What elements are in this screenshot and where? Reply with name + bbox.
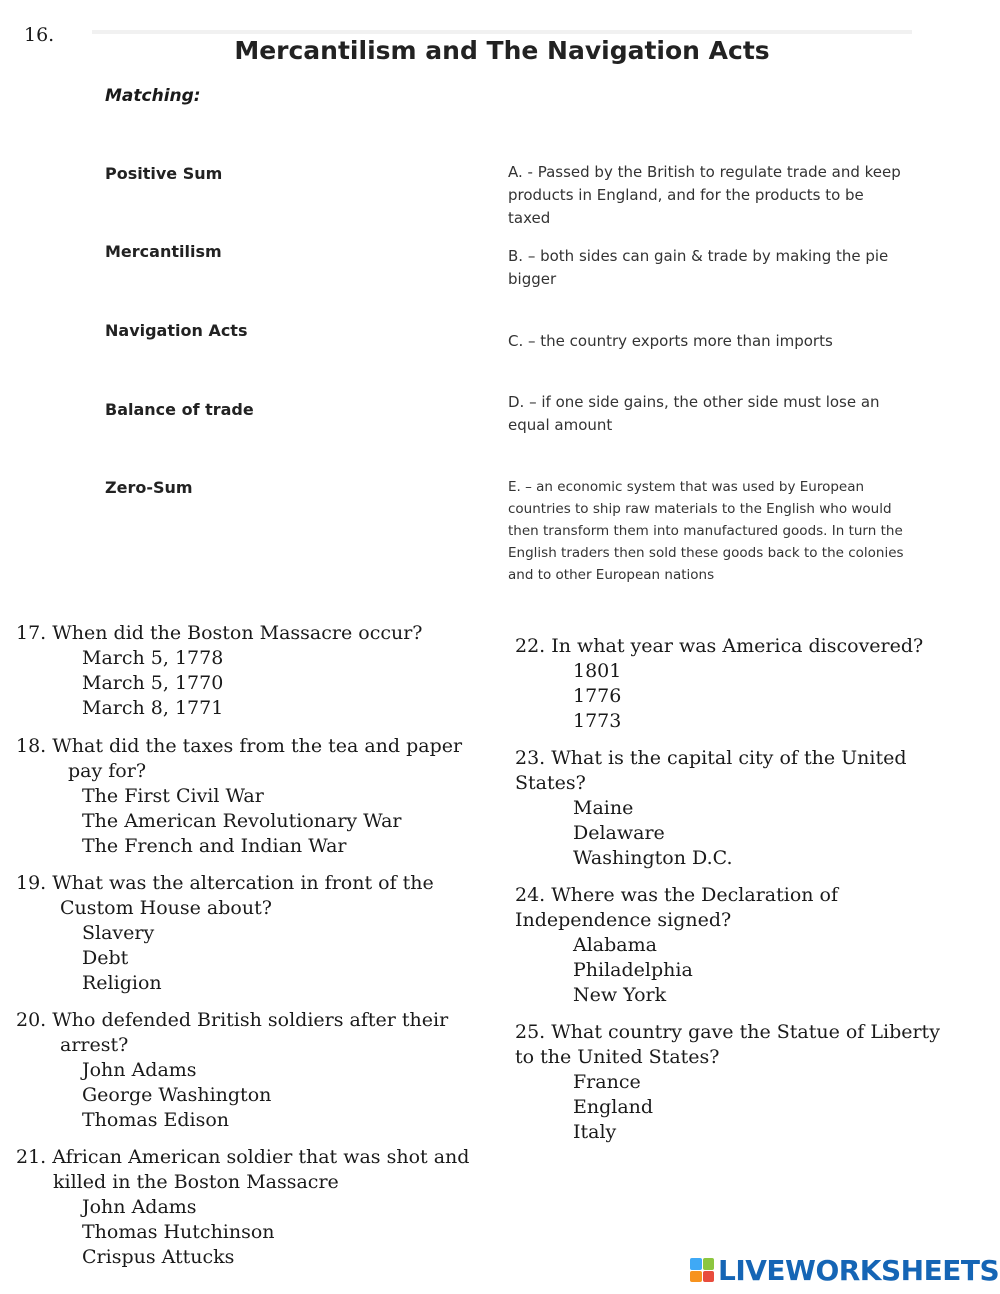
term-zero-sum[interactable]: Zero-Sum [105,478,193,497]
option[interactable]: March 8, 1771 [82,697,224,719]
question-25: 25. What country gave the Statue of Liberty to the United States? France England Italy [515,1021,940,1143]
option[interactable]: Alabama [573,934,657,956]
option[interactable]: The French and Indian War [82,835,347,857]
option[interactable]: Delaware [573,822,665,844]
option[interactable]: New York [573,984,667,1006]
definition-e[interactable]: E. – an economic system that was used by European countries to ship raw materials to the English who would then transform them into manufactured goods. In turn the English traders then sold these goods back to the colonies and to other European nations [508,479,904,583]
option[interactable]: Italy [573,1121,617,1143]
option[interactable]: Slavery [82,922,155,944]
question-21: 21. African American soldier that was shot and killed in the Boston Massacre John Adams Thomas Hutchinson Crispus Attucks [16,1146,470,1268]
option[interactable]: Thomas Hutchinson [82,1221,275,1243]
definition-d[interactable]: D. – if one side gains, the other side must lose an equal amount [508,393,880,434]
option[interactable]: John Adams [82,1059,197,1081]
option[interactable]: Thomas Edison [82,1109,230,1131]
definition-a[interactable]: A. - Passed by the British to regulate trade and keep products in England, and for the products to be taxed [508,163,901,227]
option[interactable]: 1773 [573,710,622,732]
term-balance-of-trade[interactable]: Balance of trade [105,400,254,419]
option[interactable]: March 5, 1778 [82,647,224,669]
question-20: 20. Who defended British soldiers after their arrest? John Adams George Washington Thomas Edison [16,1009,449,1131]
question-19: 19. What was the altercation in front of the Custom House about? Slavery Debt Religion [16,872,434,994]
question-24: 24. Where was the Declaration of Independence signed? Alabama Philadelphia New York [515,884,838,1006]
question-22: 22. In what year was America discovered? 1801 1776 1773 [515,635,924,732]
question-18: 18. What did the taxes from the tea and paper pay for? The First Civil War The American Revolutionary War The French and Indian War [16,735,463,857]
option[interactable]: Debt [82,947,129,969]
definition-c[interactable]: C. – the country exports more than imports [508,332,833,350]
option[interactable]: Washington D.C. [573,847,733,869]
option[interactable]: Religion [82,972,162,994]
option[interactable]: 1776 [573,685,622,707]
option[interactable]: The American Revolutionary War [82,810,402,832]
option[interactable]: George Washington [82,1084,272,1106]
matching-label: Matching: [105,86,201,106]
term-navigation-acts[interactable]: Navigation Acts [105,321,248,340]
option[interactable]: 1801 [573,660,622,682]
question-23: 23. What is the capital city of the United States? Maine Delaware Washington D.C. [515,747,907,869]
option[interactable]: England [573,1096,654,1118]
option[interactable]: March 5, 1770 [82,672,224,694]
liveworksheets-logo [690,1254,999,1286]
option[interactable]: Philadelphia [573,959,693,981]
liveworksheets-logo-text: LIVEWORKSHEETS [718,1253,1000,1287]
matching-worksheet-image [92,30,912,594]
option[interactable]: John Adams [82,1196,197,1218]
question-16-number: 16. [24,24,55,46]
definition-b[interactable]: B. – both sides can gain & trade by making the pie bigger [508,247,889,288]
option[interactable]: France [573,1071,641,1093]
liveworksheets-logo-icon [690,1258,714,1282]
option[interactable]: Maine [573,797,634,819]
worksheet-title: Mercantilism and The Navigation Acts [234,36,770,65]
option[interactable]: The First Civil War [82,785,264,807]
term-mercantilism[interactable]: Mercantilism [105,242,222,261]
option[interactable]: Crispus Attucks [82,1246,235,1268]
term-positive-sum[interactable]: Positive Sum [105,164,223,183]
question-17: 17. When did the Boston Massacre occur? March 5, 1778 March 5, 1770 March 8, 1771 [16,622,423,719]
